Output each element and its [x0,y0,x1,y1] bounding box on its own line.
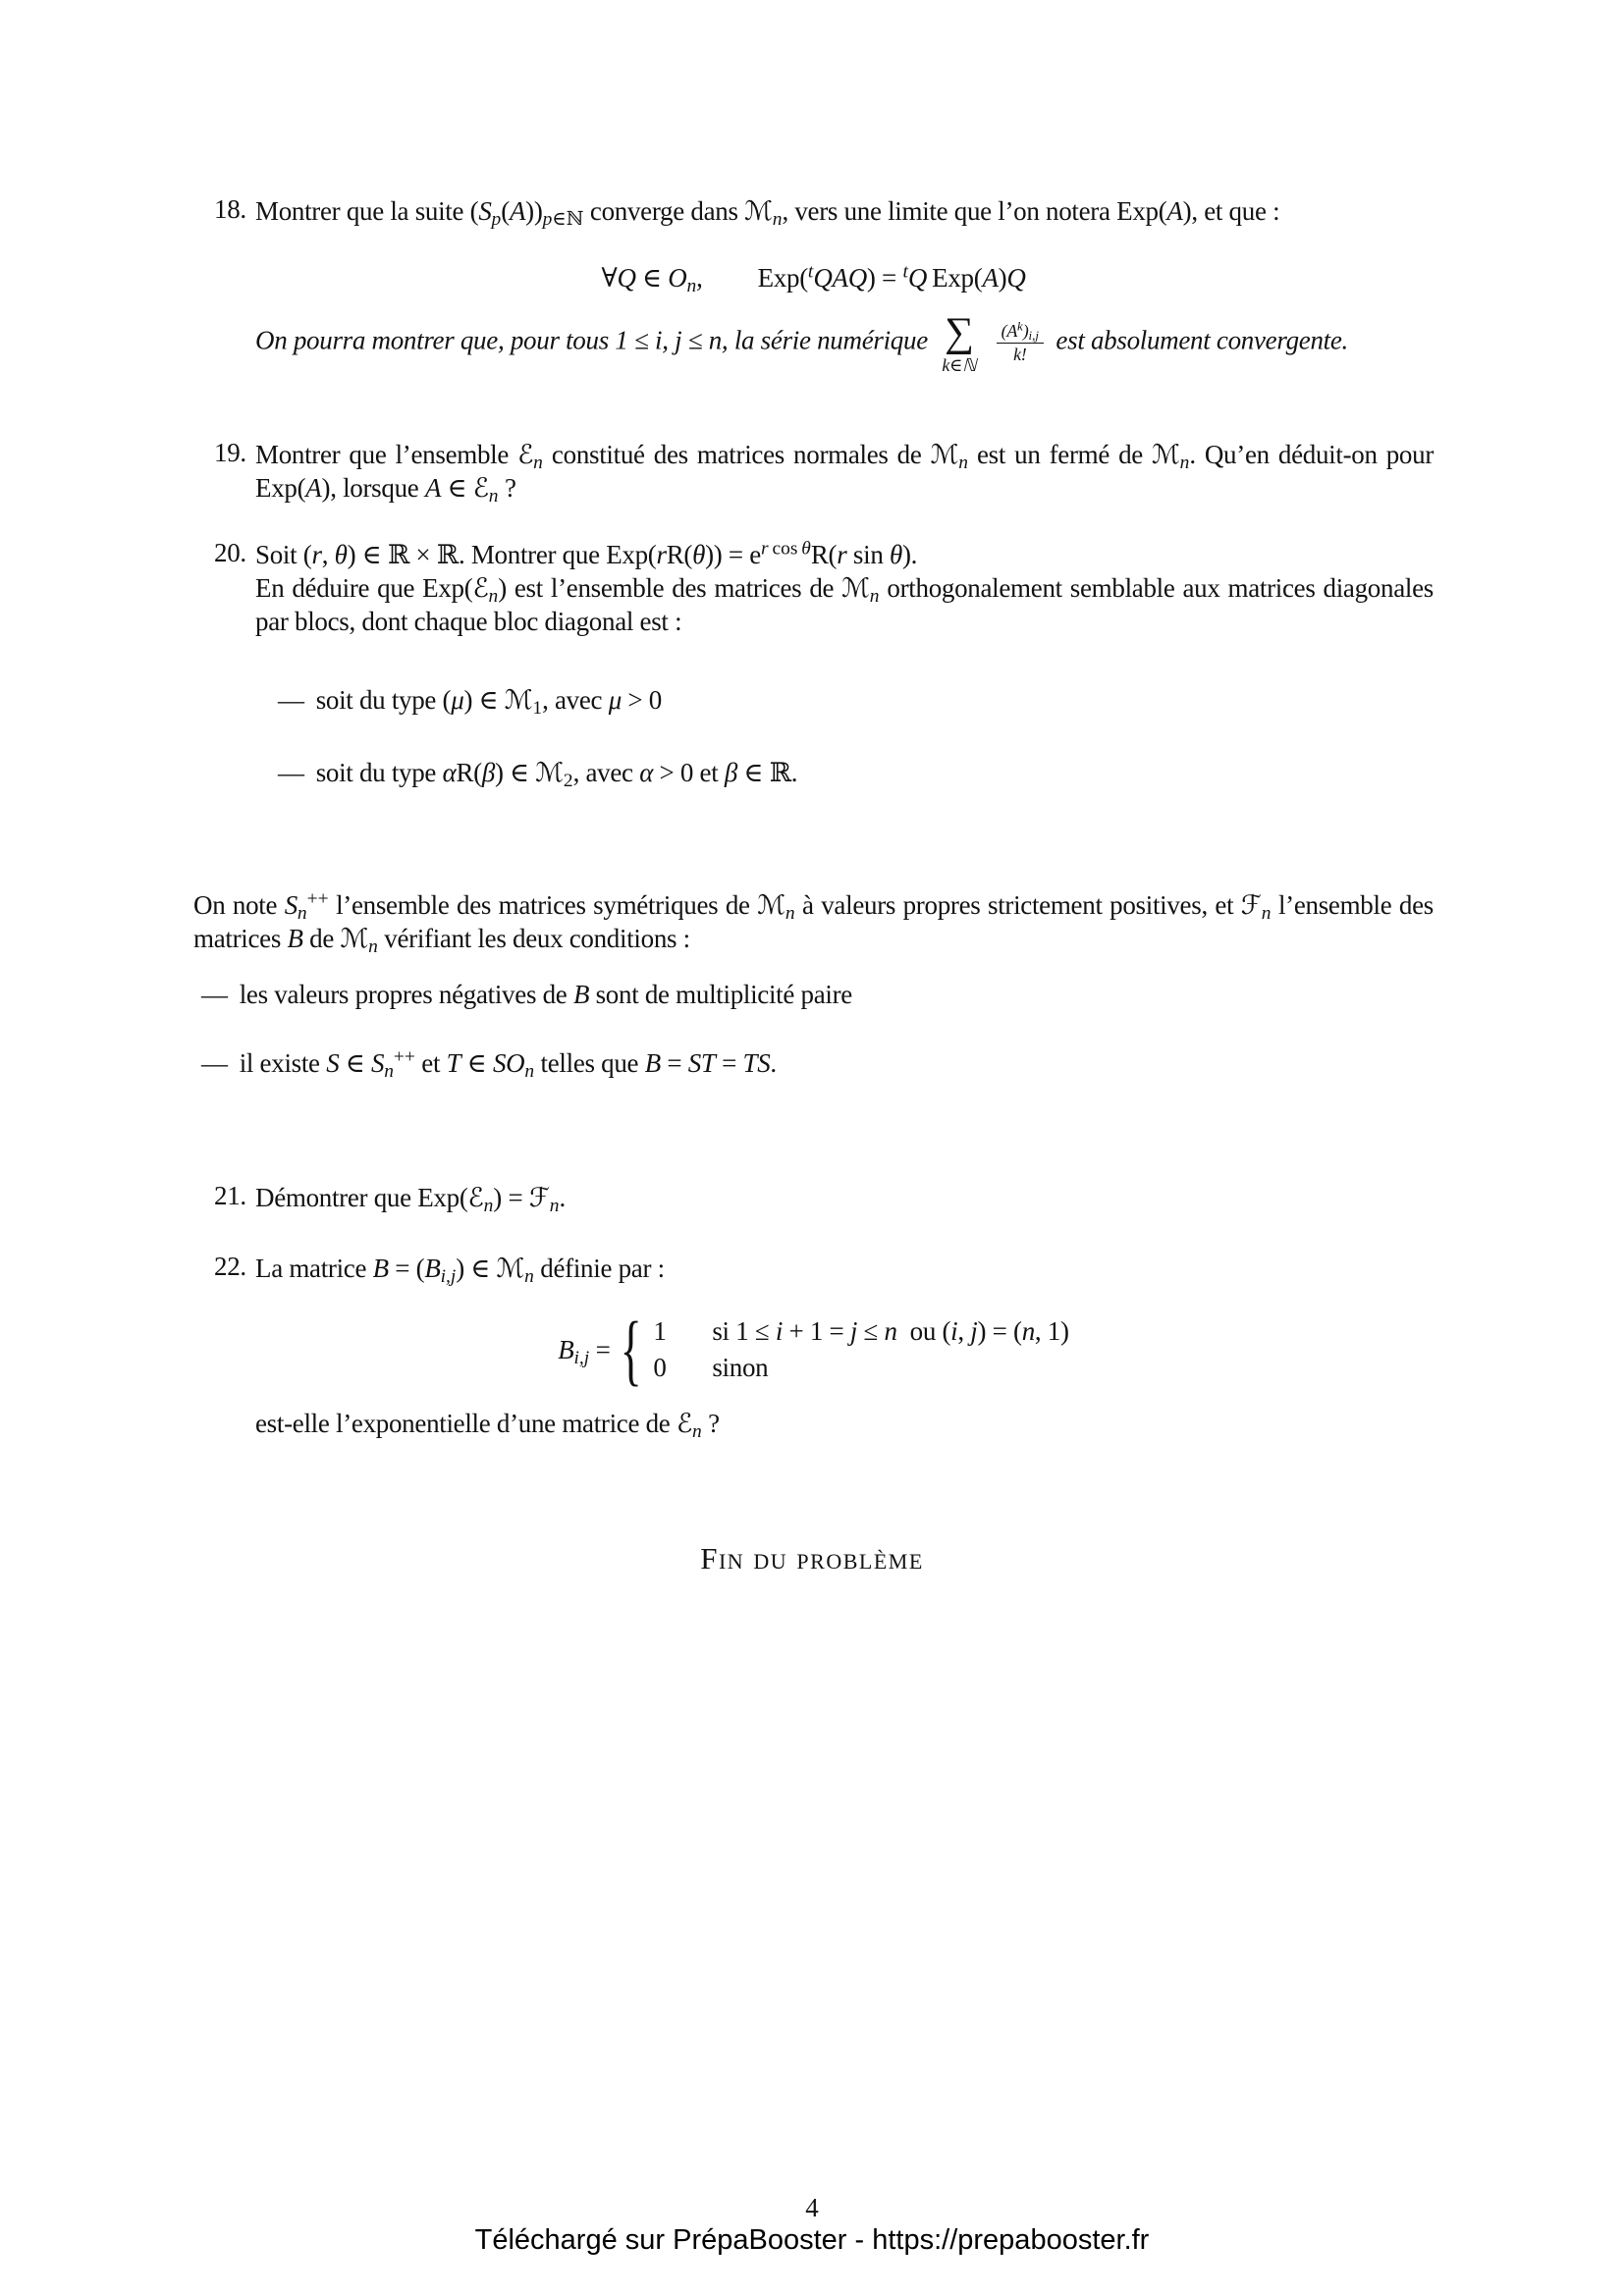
end-of-problem-heading: Fin du problème [700,1541,924,1575]
series-note-post: est absolument convergente. [1056,325,1348,355]
condition-1-text: les valeurs propres négatives de B sont de multiplicité paire [239,980,852,1009]
bullet-dash: — [278,758,304,787]
bullet-dash: — [278,685,304,715]
bullet-dash: — [201,980,228,1009]
display-equation-18: ∀Q ∈ $O_n$, Exp($^t$QAQ) = $^t$Q Exp(A)Q [601,261,1026,296]
bullet-type-mu-text: soit du type (μ) ∈ ℳ$_1$, avec μ > 0 [315,685,662,719]
question-18 [193,194,1434,228]
case-1-condition: si 1 ≤ i + 1 = j ≤ n ou (i, j) = (n, 1) [712,1316,1069,1346]
bullet-dash: — [201,1048,228,1078]
notation-paragraph: On note $S_n^{++}$ l’ensemble des matrices symétriques de ℳ$_n$ à valeurs propres strictement positives, et ℱ$_n$ l’ensemble des matrices B de ℳ$_n$ vérifiant les deux conditions : [193,888,1434,957]
question-19-text: Montrer que l’ensemble ℰ$_n$ constitué des matrices normales de ℳ$_n$ est un fermé de ℳ$_n$. Qu’en déduit-on pour Exp(A), lorsque A ∈ ℰ$_n$ ? [255,440,1435,507]
series-note [193,312,1434,374]
bullet-type-alpha-text: soit du type αR(β) ∈ ℳ$_2$, avec α > 0 et β ∈ ℝ. [315,758,798,791]
question-22-end [193,1407,1434,1440]
question-19-number: 19. [214,438,246,467]
sum-limit: k∈ℕ [942,355,977,375]
case-row-2 [653,1350,1068,1386]
question-22-end-text: est-elle l’exponentielle d’une matrice de ℰ$_n$ ? [255,1409,720,1442]
question-22-text: La matrice $B = (B_{i,j})$ ∈ ℳ$_n$ définie par : [255,1254,665,1287]
question-20-text: Soit (r, θ) ∈ ℝ × ℝ. Montrer que $Exp(rR(\theta)) = e^{r cos \theta}R(r$ sin θ). En déduire que Exp(ℰ$_n$) est l’ensemble des matrices de ℳ$_n$ orthogonalement semblable aux matrices diagonales par blocs, dont chaque bloc diagonal est : [255,538,1434,636]
case-1-value: 1 [653,1316,667,1346]
question-22-number: 22. [214,1252,246,1281]
question-21-number: 21. [214,1181,246,1210]
condition-2-text: il existe S ∈ $S_n^{++}$ et T ∈ $SO_n$ telles que B = ST = TS. [239,1046,777,1082]
fraction-denominator: k! [1013,345,1027,365]
left-brace: { [620,1305,642,1393]
condition-1 [201,978,1434,1011]
sigma-symbol: ∑ [944,310,974,355]
bullet-type-mu [278,683,1434,717]
fraction [997,320,1044,367]
question-18-number: 18. [214,194,246,224]
footer-credit: Téléchargé sur PrépaBooster - https://prepabooster.fr [474,2224,1150,2256]
question-21 [193,1181,1434,1214]
bullet-type-alpha [278,756,1434,789]
question-22 [193,1252,1434,1285]
question-21-text: Démontrer que Exp(ℰ$_n$) = ℱ$_n$. [255,1183,566,1216]
condition-2 [201,1046,1434,1080]
page-number: 4 [805,2193,819,2222]
fraction-numerator: $(A^k)_{i,j}$ [997,320,1044,345]
cases-lhs: $B_{i,j}$ = [558,1335,611,1368]
question-19 [193,438,1434,505]
question-18-text: Montrer que la suite $(S_p(A))_{p\in ℕ}$ converge dans ℳ$_n$, vers une limite que l’on notera Exp(A), et que : [255,196,1280,230]
cases-equation-22 [193,1305,1434,1393]
case-2-condition: sinon [712,1353,769,1382]
case-row-1 [653,1313,1068,1350]
question-20 [193,538,1434,638]
sum-operator [942,312,976,374]
question-20-number: 20. [214,538,246,567]
case-2-value: 0 [653,1353,667,1382]
series-note-pre: On pourra montrer que, pour tous 1 ≤ i, j ≤ n, la série numérique [255,325,928,355]
